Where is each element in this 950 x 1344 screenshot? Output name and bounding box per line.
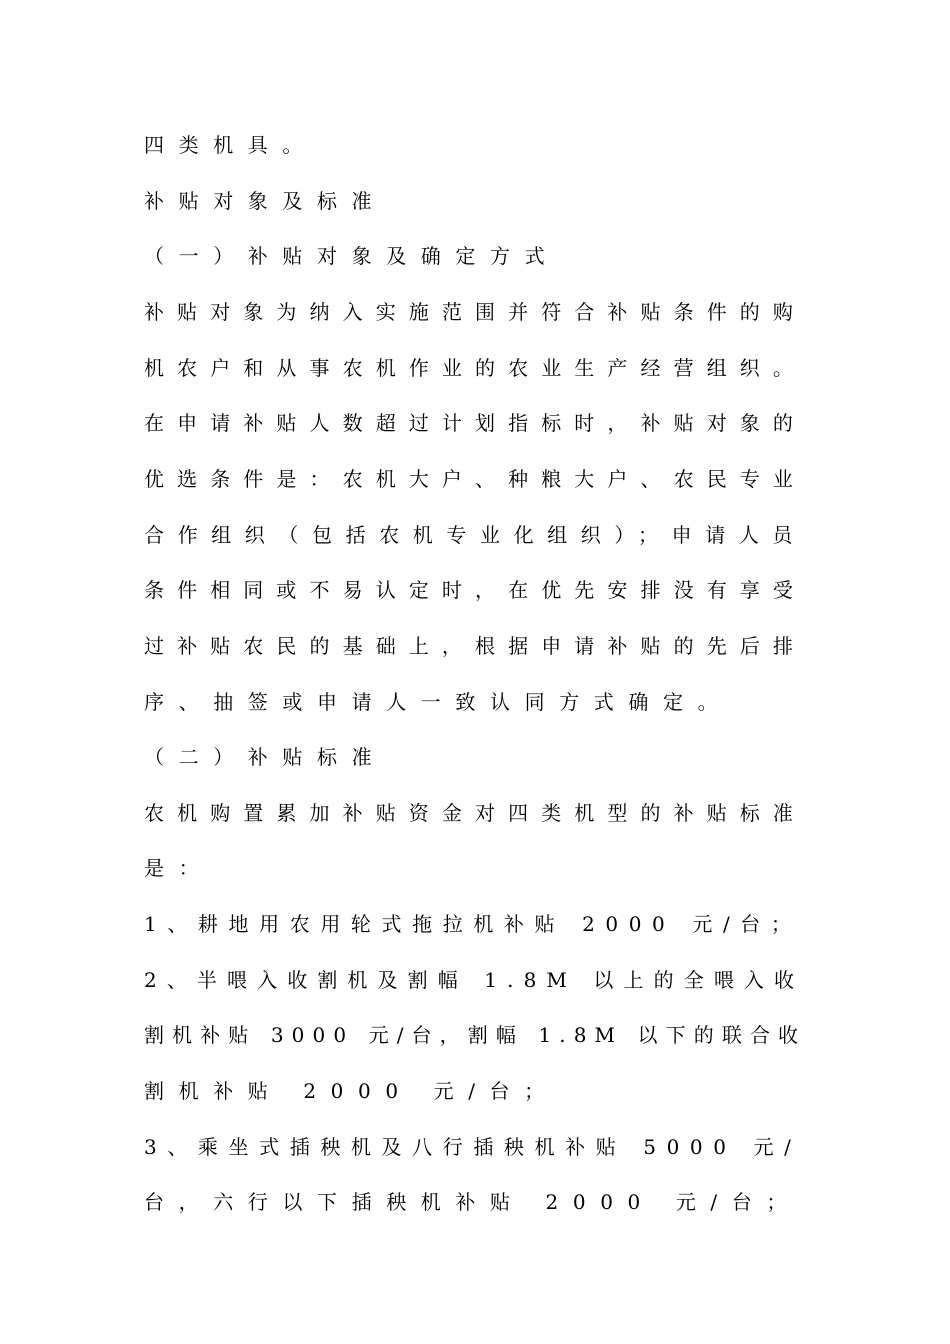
section-heading: 补贴对象及标准: [144, 189, 387, 213]
list-item: 3、乘坐式插秧机及八行插秧机补贴 5000 元/: [144, 1135, 802, 1159]
list-item: 2、半喂入收割机及割幅 1.8M 以上的全喂入收: [144, 968, 805, 992]
text-line: 机农户和从事农机作业的农业生产经营组织。: [144, 356, 806, 380]
text-line: 序、抽签或申请人一致认同方式确定。: [144, 690, 733, 714]
text-line: 优选条件是：农机大户、种粮大户、农民专业: [144, 467, 806, 491]
text-line: 在申请补贴人数超过计划指标时，补贴对象的: [144, 411, 806, 435]
text-line: 割机补贴 2000 元/台；: [144, 1079, 559, 1103]
text-line: 台，六行以下插秧机补贴 2000 元/台；: [144, 1190, 801, 1214]
text-line: 合作组织（包括农机专业化组织）；申请人员: [144, 523, 806, 547]
text-line: 四类机具。: [144, 133, 317, 157]
subsection-heading: （一）补贴对象及确定方式: [144, 244, 560, 268]
text-line: 农机购置累加补贴资金对四类机型的补贴标准: [144, 801, 806, 825]
subsection-heading: （二）补贴标准: [144, 745, 387, 769]
text-line: 补贴对象为纳入实施范围并符合补贴条件的购: [144, 300, 806, 324]
text-line: 条件相同或不易认定时，在优先安排没有享受: [144, 578, 806, 602]
list-item: 1、耕地用农用轮式拖拉机补贴 2000 元/台；: [144, 912, 802, 936]
text-line: 是：: [144, 856, 214, 880]
text-line: 割机补贴 3000 元/台，割幅 1.8M 以下的联合收: [144, 1023, 807, 1047]
text-line: 过补贴农民的基础上，根据申请补贴的先后排: [144, 634, 806, 658]
